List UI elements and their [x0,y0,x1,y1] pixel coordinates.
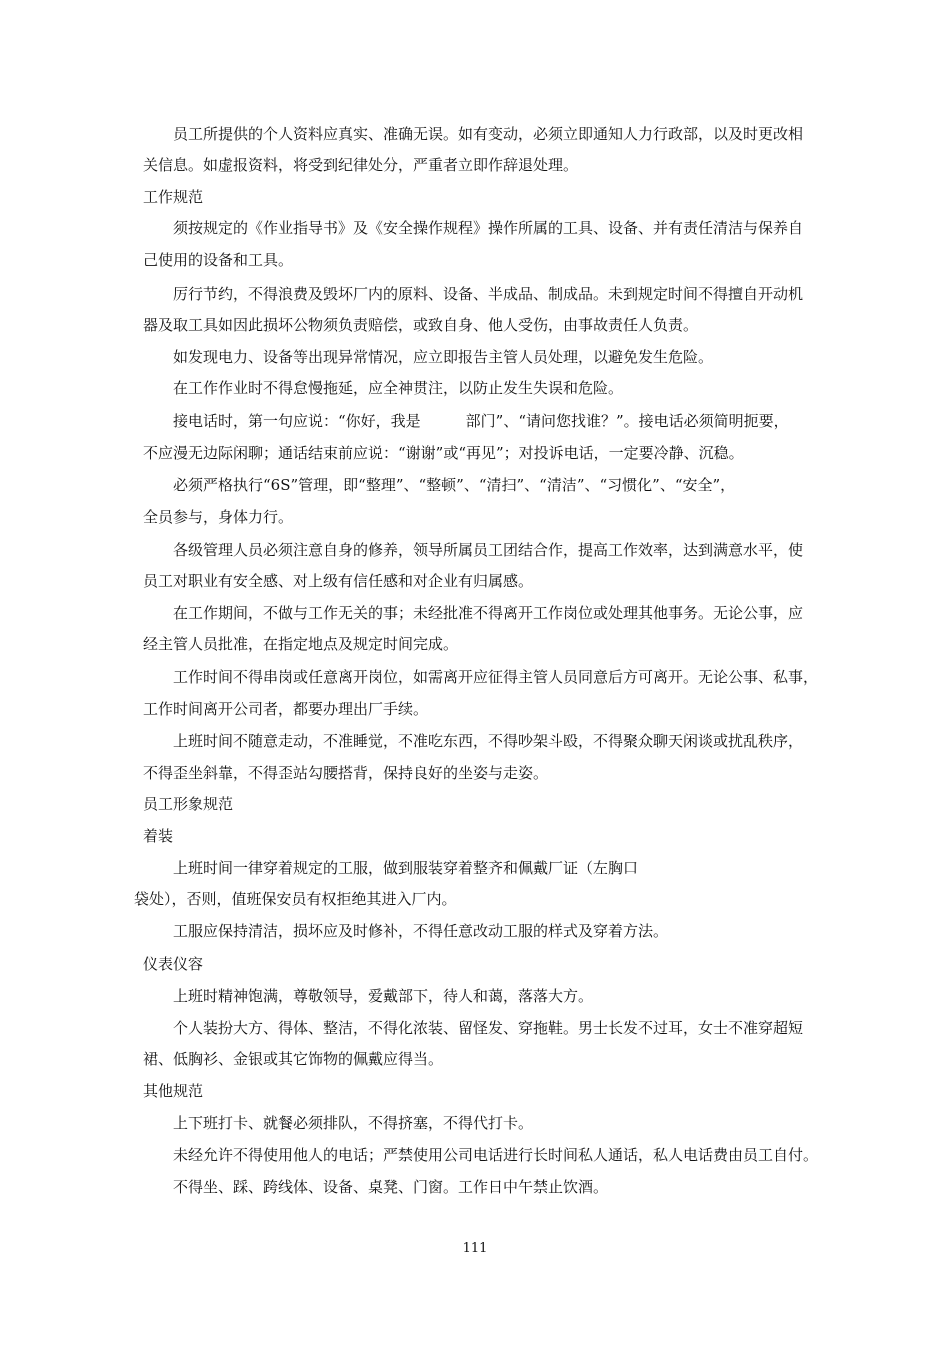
sub-heading: 仪表仪容 [143,955,204,973]
section-heading: 员工形象规范 [143,795,234,813]
paragraph-line: 必须严格执行“6S”管理，即“整理”、“整顿”、“清扫”、“清洁”、“习惯化”、“安全”， [173,476,736,494]
paragraph-line: 不得歪坐斜靠，不得歪站勾腰搭背，保持良好的坐姿与走姿。 [143,764,549,782]
paragraph-line: 器及取工具如因此损坏公物须负责赔偿，或致自身、他人受伤，由事故责任人负责。 [143,316,699,334]
paragraph-line: 员工所提供的个人资料应真实、准确无误。如有变动，必须立即通知人力行政部，以及时更改相 [173,125,804,143]
paragraph-line: 员工对职业有安全感、对上级有信任感和对企业有归属感。 [143,572,534,590]
paragraph-line: 袋处），否则，值班保安员有权拒绝其进入厂内。 [134,890,457,908]
section-heading: 工作规范 [143,188,204,206]
paragraph-line: 己使用的设备和工具。 [143,251,294,269]
paragraph-line: 须按规定的《作业指导书》及《安全操作规程》操作所属的工具、设备、并有责任清洁与保养自 [173,219,804,237]
paragraph-line: 裙、低胸衫、金银或其它饰物的佩戴应得当。 [143,1050,444,1068]
paragraph-line: 如发现电力、设备等出现异常情况，应立即报告主管人员处理，以避免发生危险。 [173,348,714,366]
paragraph-line: 个人装扮大方、得体、整洁，不得化浓装、留怪发、穿拖鞋。男士长发不过耳，女士不准穿超短 [173,1019,804,1037]
paragraph-line: 上班时精神饱满，尊敬领导，爱戴部下，待人和蔼，落落大方。 [173,987,594,1005]
paragraph-line: 厉行节约，不得浪费及毁坏厂内的原料、设备、半成品、制成品。未到规定时间不得擅自开动机 [173,285,804,303]
paragraph-line: 关信息。如虚报资料，将受到纪律处分，严重者立即作辞退处理。 [143,156,579,174]
paragraph-line: 不应漫无边际闲聊；通话结束前应说：“谢谢”或“再见”；对投诉电话，一定要冷静、沉稳。 [143,444,744,462]
paragraph-line: 接电话时，第一句应说：“你好，我是 部门”、“请问您找谁？”。接电话必须简明扼要， [173,412,789,430]
paragraph-line: 上下班打卡、就餐必须排队，不得挤塞，不得代打卡。 [173,1114,534,1132]
paragraph-line: 上班时间不随意走动，不准睡觉，不准吃东西，不得吵架斗殴，不得聚众聊天闲谈或扰乱秩序， [173,732,804,750]
sub-heading: 着装 [143,827,174,845]
paragraph-line: 各级管理人员必须注意自身的修养，领导所属员工团结合作，提高工作效率，达到满意水平，使 [173,541,804,559]
paragraph-line: 工服应保持清洁，损坏应及时修补，不得任意改动工服的样式及穿着方法。 [173,922,669,940]
page-number: 111 [462,1241,488,1256]
paragraph-line: 在工作作业时不得怠慢拖延，应全神贯注，以防止发生失误和危险。 [173,379,624,397]
paragraph-line: 未经允许不得使用他人的电话；严禁使用公司电话进行长时间私人通话，私人电话费由员工自付。 [173,1146,819,1164]
paragraph-line: 全员参与，身体力行。 [143,508,294,526]
paragraph-line: 在工作期间，不做与工作无关的事；未经批准不得离开工作岗位或处理其他事务。无论公事，应 [173,604,804,622]
paragraph-line: 不得坐、踩、跨线体、设备、桌凳、门窗。工作日中午禁止饮酒。 [173,1178,609,1196]
sub-heading: 其他规范 [143,1082,204,1100]
paragraph-line: 经主管人员批准，在指定地点及规定时间完成。 [143,635,459,653]
paragraph-line: 工作时间不得串岗或任意离开岗位，如需离开应征得主管人员同意后方可离开。无论公事、私事， [173,668,819,686]
paragraph-line: 工作时间离开公司者，都要办理出厂手续。 [143,700,429,718]
paragraph-line: 上班时间一律穿着规定的工服，做到服装穿着整齐和佩戴厂证（左胸口 [173,859,639,877]
